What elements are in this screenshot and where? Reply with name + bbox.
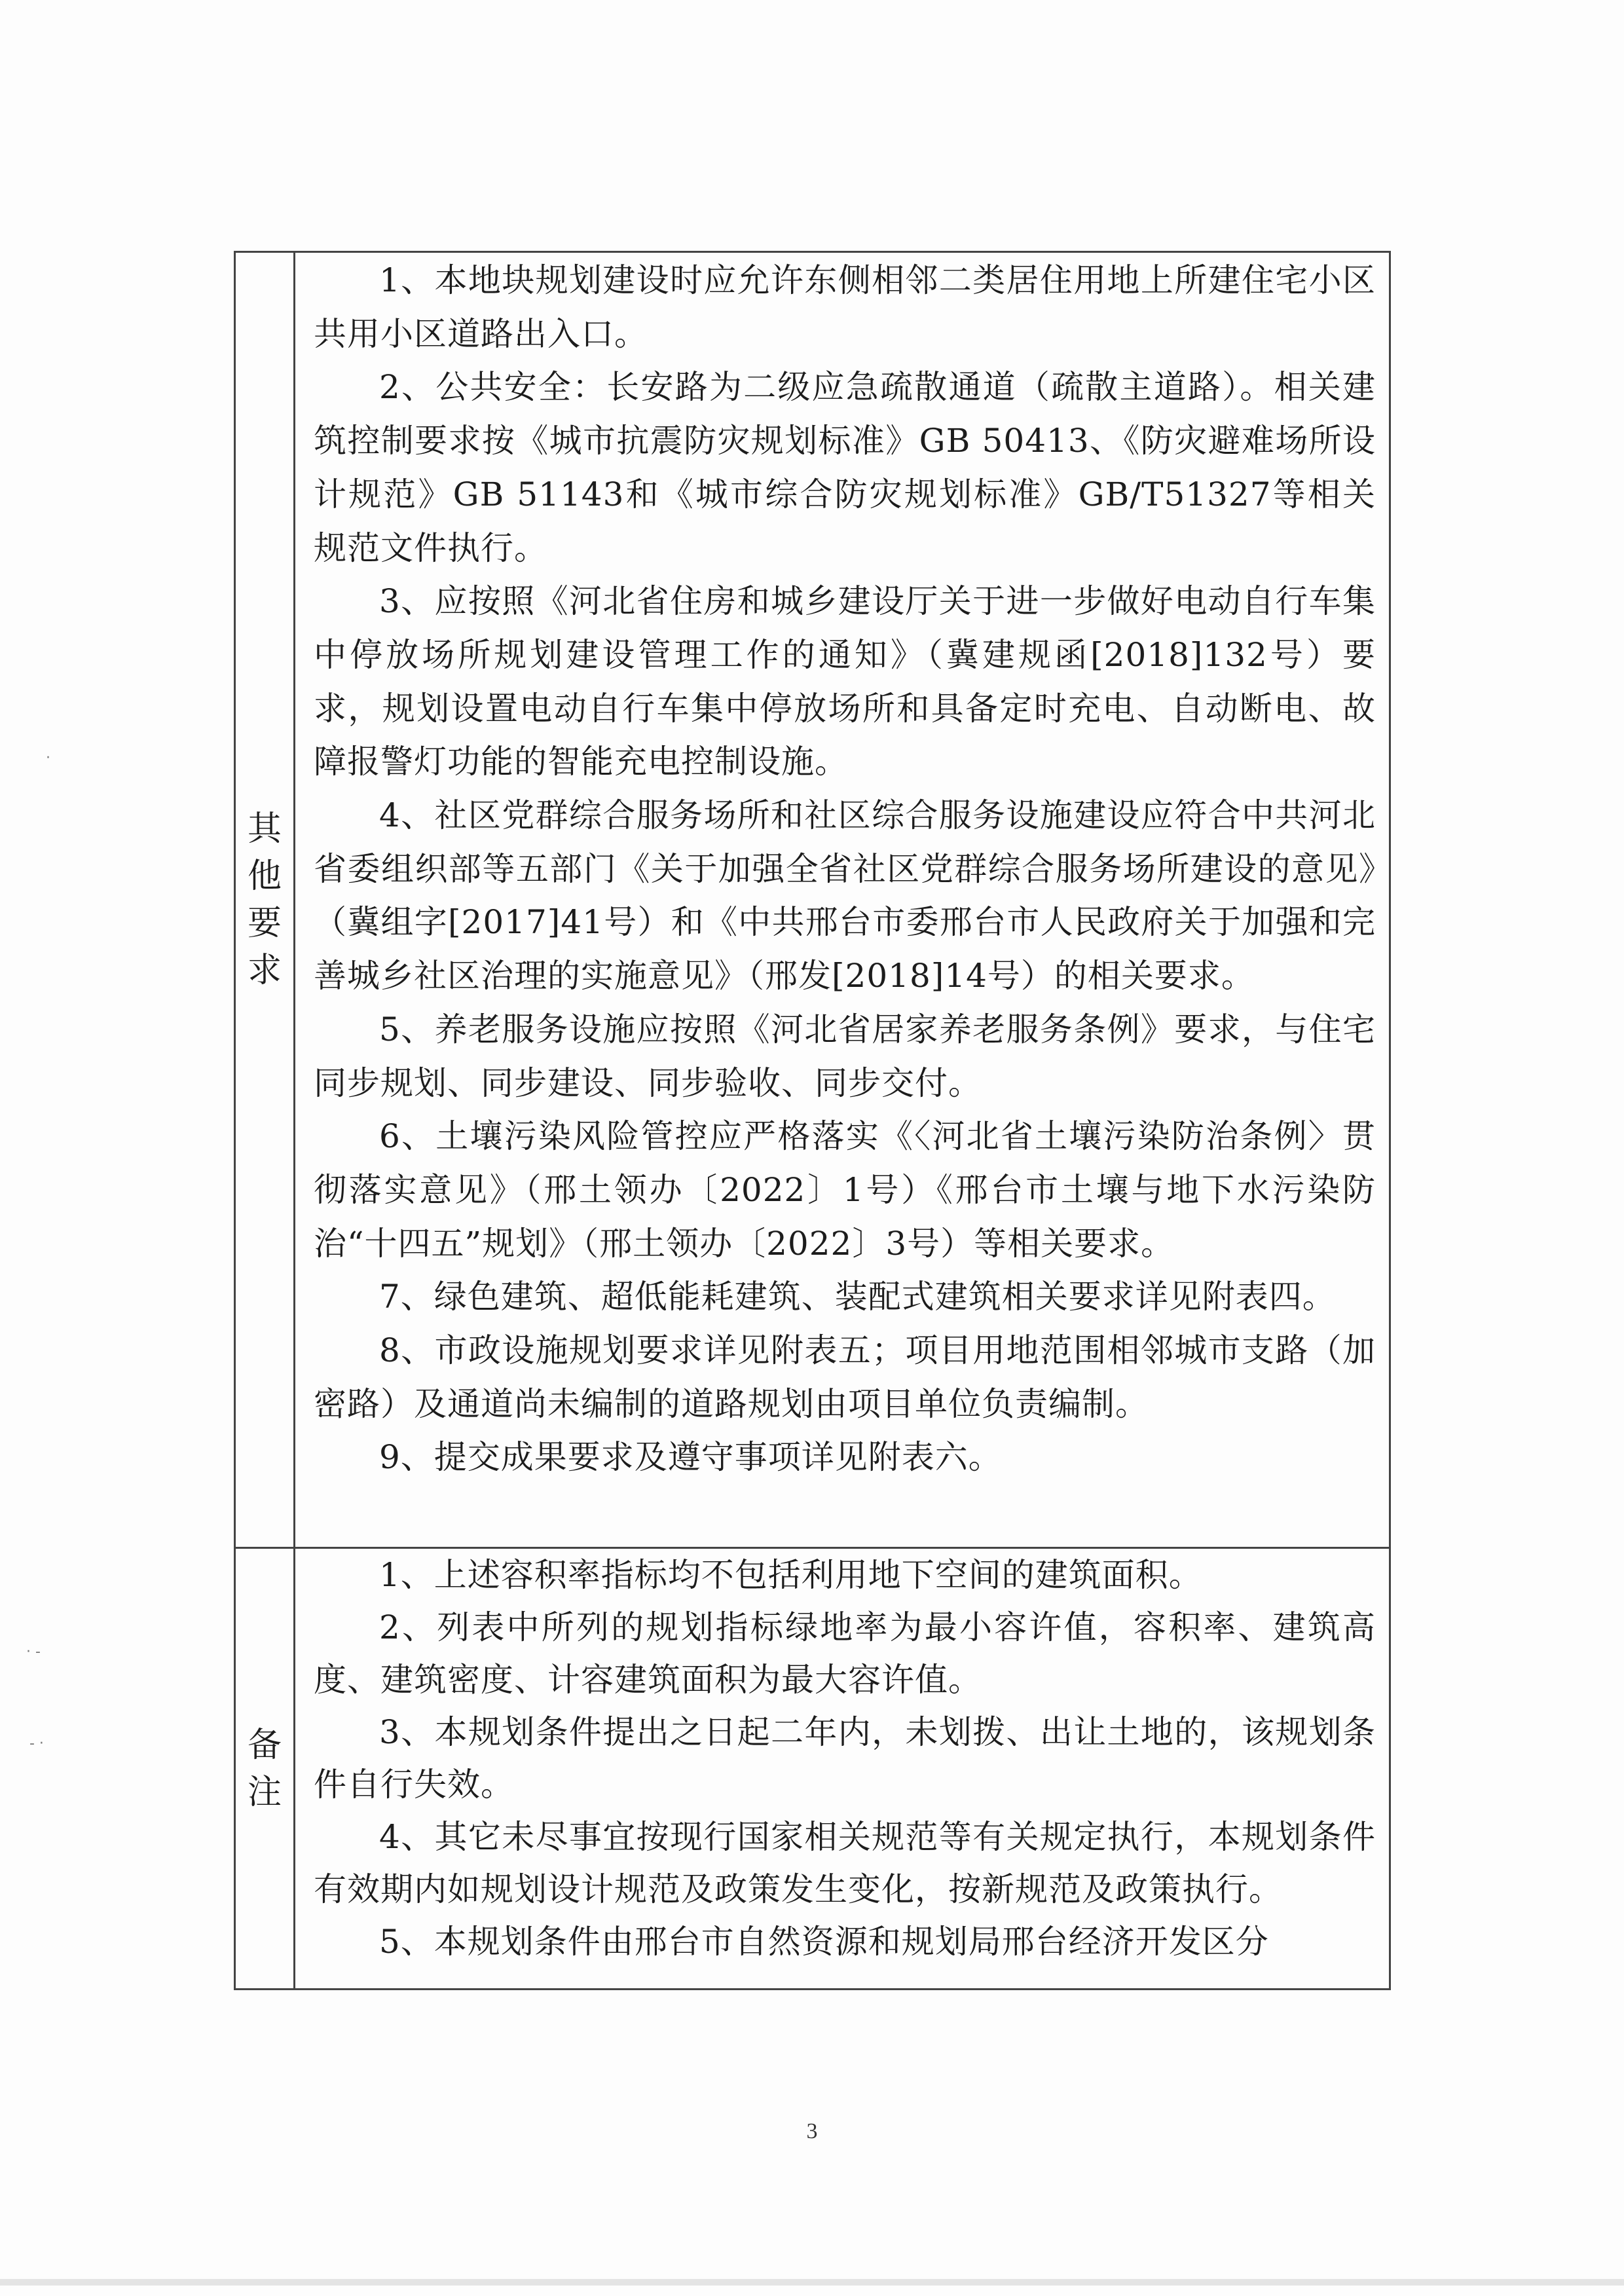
note-item-4: 4、其它未尽事宜按现行国家相关规范等有关规定执行，本规划条件有效期内如规划设计规范及政策发生变化，按新规范及政策执行。 xyxy=(314,1818,1376,1908)
requirement-item-8: 8、市政设施规划要求详见附表五；项目用地范围相邻城市支路（加密路）及通道尚未编制的道路规划由项目单位负责编制。 xyxy=(314,1331,1376,1423)
other-requirements-content xyxy=(295,252,1390,1548)
requirement-item-9: 9、提交成果要求及遵守事项详见附表六。 xyxy=(379,1438,1002,1477)
notes-row xyxy=(235,1548,1390,1990)
requirement-item-7: 7、绿色建筑、超低能耗建筑、装配式建筑相关要求详见附表四。 xyxy=(379,1278,1336,1316)
requirement-item-4: 4、社区党群综合服务场所和社区综合服务设施建设应符合中共河北省委组织部等五部门《关于加强全省社区党群综合服务场所建设的意见》（冀组字[2017]41号）和《中共邢台市委邢台市人民政府关于加强和完善城乡社区治理的实施意见》（邢发[2018]14号）的相关要求。 xyxy=(314,796,1376,995)
notes-content xyxy=(295,1548,1390,1990)
other-requirements-label: 其他要求 xyxy=(247,809,282,990)
requirement-item-2: 2、公共安全：长安路为二级应急疏散通道（疏散主道路）。相关建筑控制要求按《城市抗震防灾规划标准》GB 50413、《防灾避难场所设计规范》GB 51143和《城市综合防灾规划标准》GB/T51327等相关规范文件执行。 xyxy=(314,368,1376,567)
requirement-item-5: 5、养老服务设施应按照《河北省居家养老服务条例》要求，与住宅同步规划、同步建设、同步验收、同步交付。 xyxy=(314,1010,1376,1102)
notes-label-cell xyxy=(235,1548,295,1990)
note-item-3: 3、本规划条件提出之日起二年内，未划拨、出让土地的，该规划条件自行失效。 xyxy=(314,1713,1376,1804)
note-item-2: 2、列表中所列的规划指标绿地率为最小容许值，容积率、建筑高度、建筑密度、计容建筑面积为最大容许值。 xyxy=(314,1608,1376,1699)
scan-speck: · - xyxy=(26,1644,41,1660)
requirement-item-1: 1、本地块规划建设时应允许东侧相邻二类居住用地上所建住宅小区共用小区道路出入口。 xyxy=(314,261,1376,353)
scan-speck: · xyxy=(46,750,50,766)
planning-conditions-table xyxy=(234,251,1391,1990)
note-item-5: 5、本规划条件由邢台市自然资源和规划局邢台经济开发区分 xyxy=(379,1923,1269,1961)
page-number: 3 xyxy=(806,2119,818,2143)
other-requirements-row xyxy=(235,252,1390,1548)
requirement-item-6: 6、土壤污染风险管控应严格落实《〈河北省土壤污染防治条例〉贯彻落实意见》（邢土领办〔2022〕1号）《邢台市土壤与地下水污染防治“十四五”规划》（邢土领办〔2022〕3号）等相关要求。 xyxy=(314,1117,1376,1263)
scan-speck: - · xyxy=(29,1735,44,1752)
note-item-1: 1、上述容积率指标均不包括利用地下空间的建筑面积。 xyxy=(379,1556,1202,1594)
notes-label: 备注 xyxy=(247,1725,282,1812)
other-requirements-label-cell xyxy=(235,252,295,1548)
requirement-item-3: 3、应按照《河北省住房和城乡建设厅关于进一步做好电动自行车集中停放场所规划建设管理工作的通知》（冀建规函[2018]132号）要求，规划设置电动自行车集中停放场所和具备定时充电、自动断电、故障报警灯功能的智能充电控制设施。 xyxy=(314,582,1376,781)
scan-bottom-edge xyxy=(0,2279,1624,2286)
